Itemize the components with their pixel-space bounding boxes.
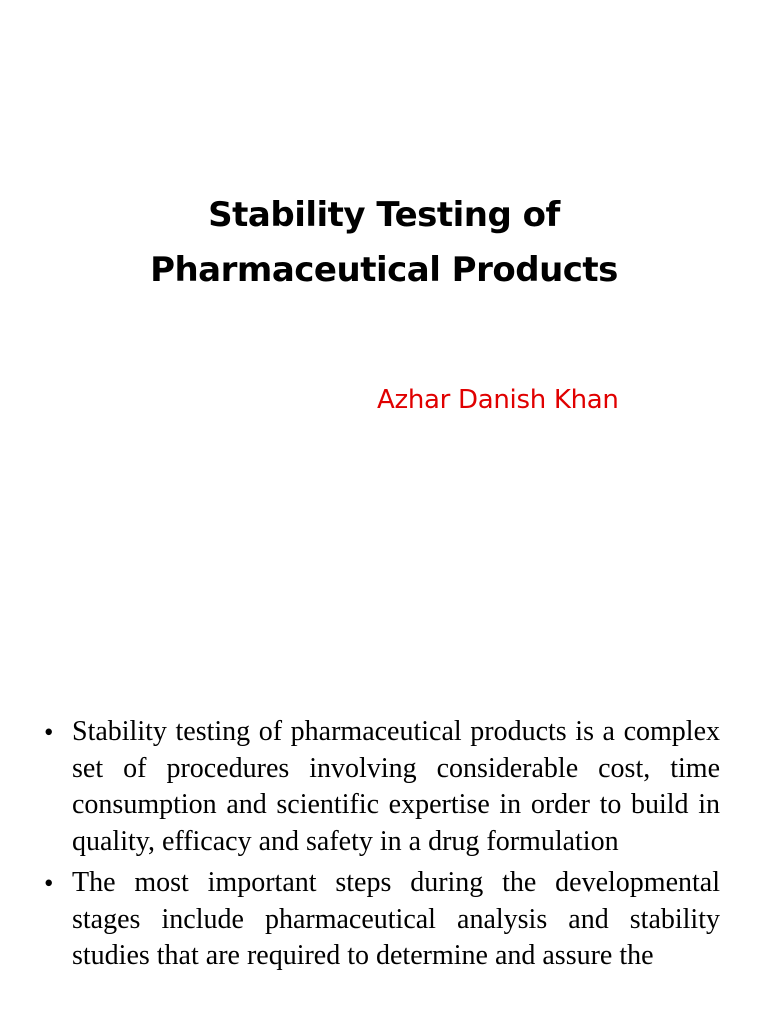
bullet-marker: • [44,867,54,898]
author-name: Azhar Danish Khan [377,385,619,415]
bullet-item [0,865,768,975]
bullet-item [0,714,768,861]
bullet-marker: • [44,717,54,747]
bullet-text: The most important steps during the developmental stages include pharmaceutical analysis and stability studies that are required to determine and assure the [72,866,720,972]
slide-title-line-1: Stability Testing of [208,195,560,235]
bullet-list [0,714,768,979]
bullet-text: Stability testing of pharmaceutical products is a complex set of procedures involving considerable cost, time consumption and scientific expertise in order to build in quality, efficacy and safety in a drug formulation [72,716,720,858]
slide-title-line-2: Pharmaceutical Products [150,250,618,290]
slide-title [0,188,768,298]
content-slide [0,680,768,1024]
